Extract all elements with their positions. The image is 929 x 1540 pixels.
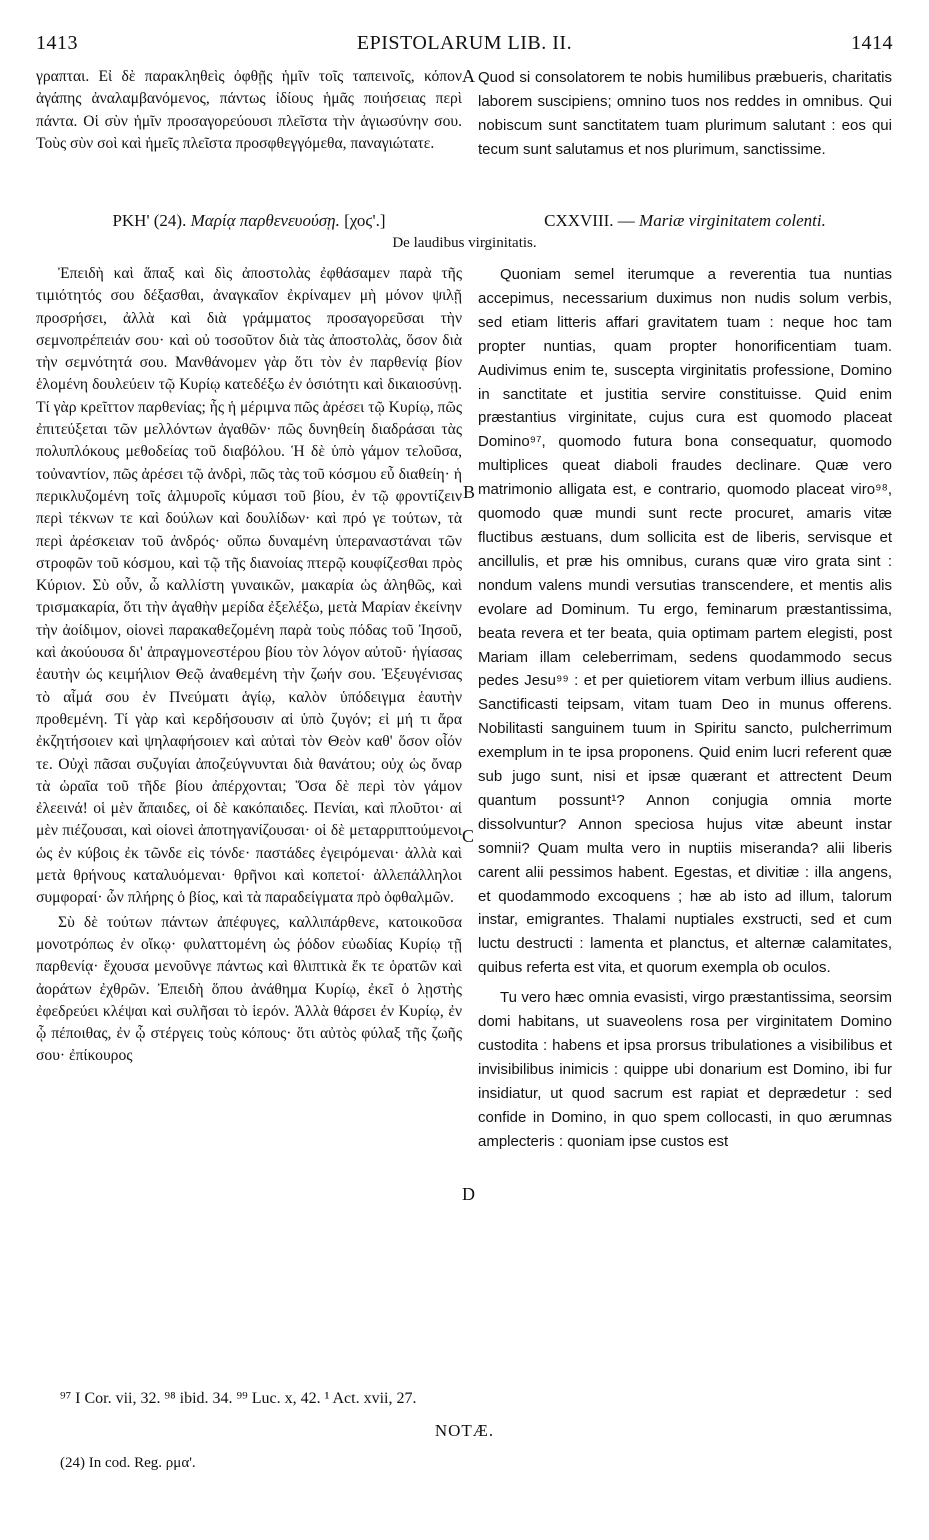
running-title: EPISTOLARUM LIB. II.: [356, 32, 573, 54]
letter-title-greek: [36, 211, 462, 231]
margin-marker-c: C: [462, 826, 475, 846]
latin-paragraph-2: Tu vero hæc omnia evasisti, virgo præstantissima, seorsim domi habitans, ut suaveolens rosa per virginitatem Domino custodita : habens et ipsa prorsus tribulationes a visibilibus et invisibilibus inimicis : quippe ubi donarium est Domino, ibi fur insidiatur, ut quod sacrum est rapiat et deprædetur : sed confide in Domino, in quo spem collocasti, in quo ærumnas amplecteris : quoniam ipse custos est: [478, 989, 892, 1150]
margin-marker-a: A: [462, 66, 475, 86]
letter-subtitle: De laudibus virginitatis.: [392, 235, 537, 251]
greek-continuation: [36, 66, 462, 156]
letter-title-latin: [478, 211, 892, 231]
letter-number-greek: ΡΚΗ' (24).: [112, 211, 187, 230]
running-header: [36, 32, 893, 58]
greek-column: [36, 263, 462, 1068]
letter-addressee-latin: Mariæ virginitatem colenti.: [639, 211, 826, 230]
greek-paragraph-1: Ἐπειδὴ καὶ ἅπαξ καὶ δὶς ἀποστολὰς ἐφθάσαμεν παρὰ τῆς τιμιότητός σου δέξασθαι, ἀναγκαῖον ἐκρίναμεν μὴ μόνον ψιλῇ προσρήσει, ἀλλὰ καὶ διὰ γράμματος προσαγορεῦσαι τὴν σεμνοπρέπειάν σου· καὶ οὐ τοσοῦτον διὰ τὰς ἀποστολὰς, ὅσον διὰ τὴν σεμνότητά σου. Μανθάνομεν γὰρ ὅτι τὸν ἐν παρθενίᾳ βίον ἑλομένη δουλεύειν τῷ Κυρίῳ κατεδέξω ἐν ὁσιότητι καὶ δικαιοσύνῃ. Τί γὰρ κρεῖττον παρθενίας; ἧς ἡ μέριμνα πῶς ἀρέσει τῷ Κυρίῳ, πῶς ἐπιτεύξεται τῶν μελλόντων ἀγαθῶν· πῶς δυνηθείη διαδράσαι τὰς πολυπλόκους μεθοδείας τοῦ διαβόλου. Ἡ δὲ ὑπὸ γάμον τελοῦσα, τοὐναντίον, πῶς ἀρέσει τῷ ἀνδρὶ, πῶς τὰς τοῦ κόσμου εὖ διαθείη· ἡ περικλυζομένη τοῖς ἁλμυροῖς κύμασι τοῦ βίου, ἐν τῷ φροντίζειν περὶ τέκνων τε καὶ δούλων καὶ δουλίδων· καὶ πρό γε τούτων, τὰ περὶ ἀρέσκειαν τοῦ ἀνδρός· οὔπω δυναμένη ὑπεραναστάναι τῶν στροφῶν τοῦ κόσμου, καὶ τῷ τῆς διανοίας πτερῷ κουφίζεσθαι πρὸς Κύριον. Σὺ οὖν, ὦ καλλίστη γυναικῶν, μακαρία ὡς ἀληθῶς, καὶ τρισμακαρία, ὅτι τὴν ἀγαθὴν μερίδα ἐξελέξω, μετὰ Μαρίαν ἐκείνην τὴν ἀοίδιμον, οἱονεὶ παρακαθεζομένη παρὰ τοὺς πόδας τοῦ Ἰησοῦ, καὶ ἀκούουσα δι' ἀπραγμονεστέρου βίου τὸν λόγον αὐτοῦ· ἡγίασας ἑαυτὴν ὡς κειμήλιον Θεῷ ἀναθεμένη τὴν ζωήν σου. Ἐξευγένισας τὸ αἷμά σου ἐν Πνεύματι ἁγίῳ, καλὸν ὑπόδειγμα ἑαυτὴν προθεμένη. Τί γὰρ καὶ κερδήσουσιν αἱ ὑπὸ ζυγόν; εἰ μή τι ἄρα ἐκζητήσοιεν καὶ ψηλαφήσοιεν καὶ αὐταὶ τὸν Θεὸν καθ' ὅσον οἷόν τε. Οὐχὶ πᾶσαι συζυγίαι ἀποζεύγνυνται διὰ θανάτου; οὐχ ὡς ὄναρ τὰ ὡραῖα τοῦ τῆδε βίου ἀπέρχονται; Ὅσα δὲ περὶ τὸν γάμον ἐλεεινά! οἱ μὲν ἄπαιδες, οἱ δὲ κακόπαιδες. Πενίαι, καὶ πλοῦτοι· αἱ μὲν πιέζουσαι, καὶ οἱονεὶ ἀποτηγανίζουσαι· οἱ δὲ μεταρριπτούμενοι ὡς ἐν κύβοις ἐκ τῶνδε εἰς τόνδε· παστάδες ἐγειρόμεναι· ἀλλὰ καὶ μετὰ θρήνους καταλυόμεναι· θρῆνοι καὶ κοπετοί· ἀλλεπάλληλοι συμφοραί· ὧν πλήρης ὁ βίος, καὶ τὰ παραδείγματα πρὸ ὀφθαλμῶν.: [36, 265, 462, 907]
letter-addressee-greek: Μαρίᾳ παρθενευούσῃ.: [190, 211, 340, 230]
latin-paragraph-1: Quoniam semel iterumque a reverentia tua nuntias accepimus, necessarium duximus non nudis solum verbis, sed etiam litteris affari gravitatem tuam : neque hoc tam propter nuntias, quam propter honorificentiam tuam. Audivimus enim te, suscepta virginitatis professione, Domino in sanctitate et justitia servire constituisse. Quid enim præstantius virginitate, cujus cura est quomodo placeat Domino⁹⁷, quomodo futura bona consequatur, quomodo multiplices queat diaboli fraudes declinare. Quæ vero matrimonio alligata est, e contrario, quomodo placeat viro⁹⁸, quomodo quæ mundi sunt recte procuret, amaris vitæ fluctibus æstuans, dum sollicita est de liberis, servisque et ancillulis, et præ his omnibus, curans quæ viro grata sint : nondum valens mundi versutias transcendere, et mentis alis evolare ad Dominum. Tu ergo, feminarum præstantissima, beata revera et ter beata, quia optimam partem elegisti, post Mariam illam celeberrimam, sedens quodammodo secus pedes Jesu⁹⁹ : et per quietiorem vitam verbum illius audiens. Sanctificasti teipsam, vitam tuam Deo in munus offerens. Nobilitasti sanguinem tuum in Spiritu sancto, pulcherrimum exemplum in te ipsa proponens. Quid enim lucri referent quæ sub jugo sunt, nisi et ipsæ quærant et attrectent Deum quantum possunt¹? Annon conjugia omnia morte dissolvuntur? Annon speciosa hujus vitæ abeunt instar somnii? Quam multa vero in nuptiis miseranda? alii liberis carent alii pessimos habent. Egestas, et divitiæ : illa angens, et quodammodo excoquens ; hæ ab isto ad illum, talorum instar, emigrantes. Thalami nuptiales exstructi, sed et cum luctu destructi : lamenta et planctus, et alternæ calamitates, quibus referta est vita, et quorum exempla ob oculos.: [478, 266, 892, 977]
margin-marker-b: B: [463, 482, 476, 502]
latin-column: [478, 263, 892, 1154]
greek-paragraph-2: Σὺ δὲ τούτων πάντων ἀπέφυγες, καλλιπάρθενε, κατοικοῦσα μονοτρόπως ἐν οἴκῳ· φυλαττομένη ὡς ῥόδον εὐωδίας Κυρίῳ τῇ παρθενίᾳ· ἔχουσα μενοῦνγε πάντως καὶ θλιπτικὰ ἔκ τε ὁρατῶν καὶ ἀοράτων ἐχθρῶν. Ἐπειδὴ ὅπου ἀνάθημα Κυρίῳ, ἐκεῖ ὁ λῃστὴς ἐφεδρεύει κλέψαι καὶ συλῆσαι τὸ ἱερόν. Ἀλλὰ θάρσει ἐν Κυρίῳ, ἐν ᾧ πέποιθας, ἐν ᾧ στέργεις τοὺς κόπους· ὅτι αὐτὸς φύλαξ τῆς ζωῆς σου· ἐπίκουρος: [36, 913, 462, 1065]
greek-continuation-text: γραπται. Εἰ δὲ παρακληθεὶς ὀφθῇς ἡμῖν τοῖς ταπεινοῖς, κόπον ἀγάπης ἀναλαμβανόμενος, πάντως ἰδίους ἡμᾶς ποιήσειας περὶ πάντα. Οἱ σὺν ἡμῖν προσαγορεύουσι πλεῖστα τὴν ἁγιωσύνην σου. Τοὺς σὺν σοὶ καὶ ἡμεῖς πλεῖστα προσφθεγγόμεθα, παναγιώτατε.: [36, 68, 462, 153]
letter-date-greek: [χοϛ'.]: [344, 211, 386, 230]
latin-continuation-text: Quod si consolatorem te nobis humilibus præbueris, charitatis laborem suscipiens; omnino tuos nos reddes in omnibus. Qui nobiscum sunt sanctitatem tuam plurimum salutant : eos qui tecum sunt salutamus et nos plurimum, sanctissime.: [478, 69, 892, 158]
page-number-right: 1414: [851, 32, 893, 54]
letter-number-latin: CXXVIII. —: [544, 211, 635, 230]
notae-text: (24) In cod. Reg. ρμα'.: [60, 1455, 196, 1471]
notae-heading: NOTÆ.: [434, 1421, 495, 1440]
margin-marker-d: D: [462, 1184, 475, 1204]
scripture-footnotes: ⁹⁷ I Cor. vii, 32. ⁹⁸ ibid. 34. ⁹⁹ Luc. x, 42. ¹ Act. xvii, 27.: [60, 1390, 417, 1407]
page-number-left: 1413: [36, 32, 78, 54]
latin-continuation: [478, 66, 892, 162]
